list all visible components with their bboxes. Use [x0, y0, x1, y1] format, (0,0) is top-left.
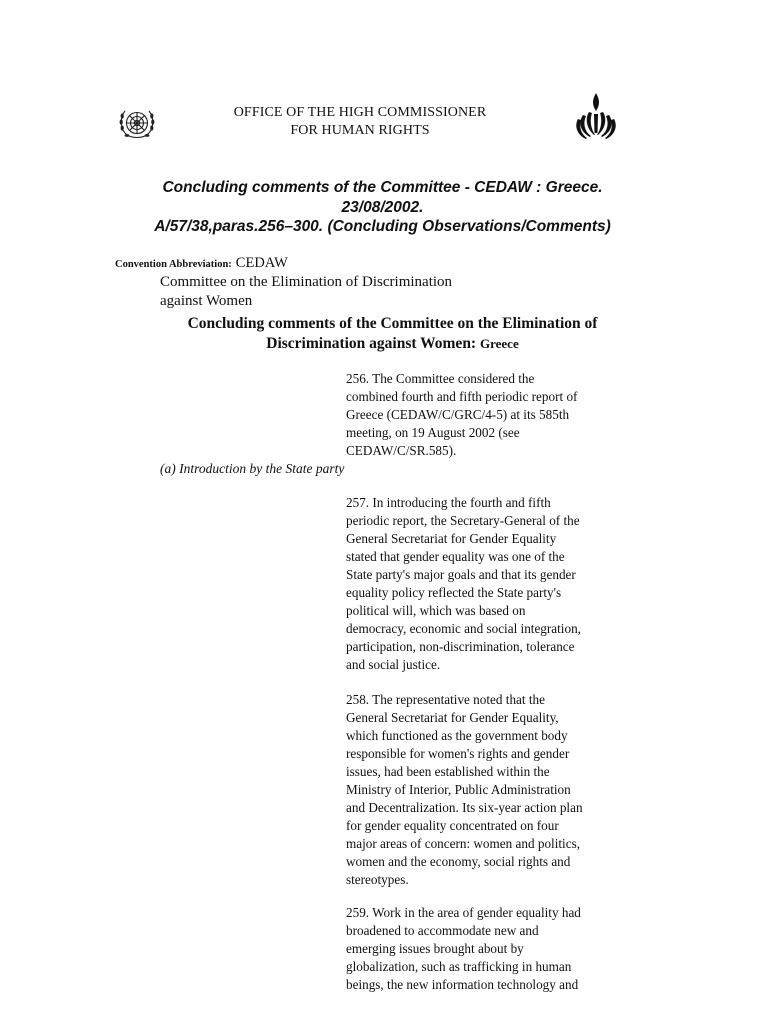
paragraph-line: women and the economy, social rights and: [346, 854, 571, 869]
paragraph-line: stated that gender equality was one of the: [346, 549, 565, 564]
paragraph-line: responsible for women's rights and gender: [346, 746, 570, 761]
section-a-subheading: (a) Introduction by the State party: [160, 461, 345, 476]
title-document-type: (Concluding Observations/Comments): [327, 218, 611, 235]
paragraph-line: 257. In introducing the fourth and fifth: [346, 495, 551, 510]
paragraph-line: stereotypes.: [346, 872, 409, 887]
paragraph-line: democracy, economic and social integration,: [346, 621, 581, 636]
paragraph-line: meeting, on 19 August 2002 (see: [346, 425, 520, 440]
committee-name-line-1: Committee on the Elimination of Discrimination: [160, 274, 453, 290]
paragraph-line: periodic report, the Secretary-General of the: [346, 513, 580, 528]
paragraph-line: State party's major goals and that its gender: [346, 567, 576, 582]
convention-abbreviation: [115, 254, 288, 272]
paragraph-line: for gender equality concentrated on four: [346, 818, 559, 833]
document-title: [100, 178, 665, 237]
paragraph-line: General Secretariat for Gender Equality: [346, 531, 557, 546]
convention-abbreviation-value: CEDAW: [235, 255, 288, 271]
paragraph-line: political will, which was based on: [346, 603, 526, 618]
heading-line-2-text: Discrimination against Women:: [266, 335, 477, 352]
paragraph-line: and Decentralization. Its six-year action plan: [346, 800, 583, 815]
office-line-1: OFFICE OF THE HIGH COMMISSIONER: [233, 105, 487, 120]
paragraph-line: 258. The representative noted that the: [346, 692, 545, 707]
paragraph-line: 256. The Committee considered the: [346, 371, 535, 386]
paragraph-line: participation, non-discrimination, tolerance: [346, 639, 575, 654]
paragraph-line: globalization, such as trafficking in human: [346, 959, 572, 974]
title-line-3: [100, 217, 665, 237]
paragraph-line: and social justice.: [346, 657, 441, 672]
paragraph-line: combined fourth and fifth periodic report of: [346, 389, 578, 404]
paragraph-line: beings, the new information technology and: [346, 977, 579, 992]
paragraph-259: [346, 904, 636, 994]
convention-abbreviation-label: Convention Abbreviation:: [115, 259, 232, 270]
paragraph-256: [346, 370, 636, 460]
committee-name: [160, 273, 452, 311]
section-heading: [150, 314, 635, 354]
paragraph-line: emerging issues brought about by: [346, 941, 524, 956]
committee-name-line-2: against Women: [160, 293, 253, 309]
title-symbol: A/57/38,paras.256–300.: [154, 218, 324, 235]
paragraph-line: Greece (CEDAW/C/GRC/4-5) at its 585th: [346, 407, 570, 422]
paragraph-line: major areas of concern: women and politics,: [346, 836, 580, 851]
paragraph-line: issues, had been established within the: [346, 764, 550, 779]
paragraph-line: broadened to accommodate new and: [346, 923, 539, 938]
title-date: 23/08/2002.: [341, 198, 424, 216]
title-line-1: Concluding comments of the Committee - CEDAW : Greece.: [162, 179, 603, 196]
heading-line-2: [150, 334, 635, 354]
paragraph-line: Ministry of Interior, Public Administration: [346, 782, 571, 797]
paragraph-line: 259. Work in the area of gender equality had: [346, 905, 581, 920]
un-emblem-icon: [117, 106, 157, 142]
office-line-2: FOR HUMAN RIGHTS: [290, 123, 430, 138]
paragraph-line: CEDAW/C/SR.585).: [346, 443, 457, 458]
heading-line-1: Concluding comments of the Committee on the Elimination of: [187, 315, 598, 332]
paragraph-258: [346, 691, 636, 889]
paragraph-line: equality policy reflected the State party's: [346, 585, 562, 600]
paragraph-line: General Secretariat for Gender Equality,: [346, 710, 559, 725]
paragraph-line: which functioned as the government body: [346, 728, 568, 743]
office-header: [180, 104, 540, 140]
heading-country: Greece: [479, 336, 519, 351]
paragraph-257: [346, 494, 636, 674]
ohchr-flame-hands-icon: [573, 91, 619, 141]
